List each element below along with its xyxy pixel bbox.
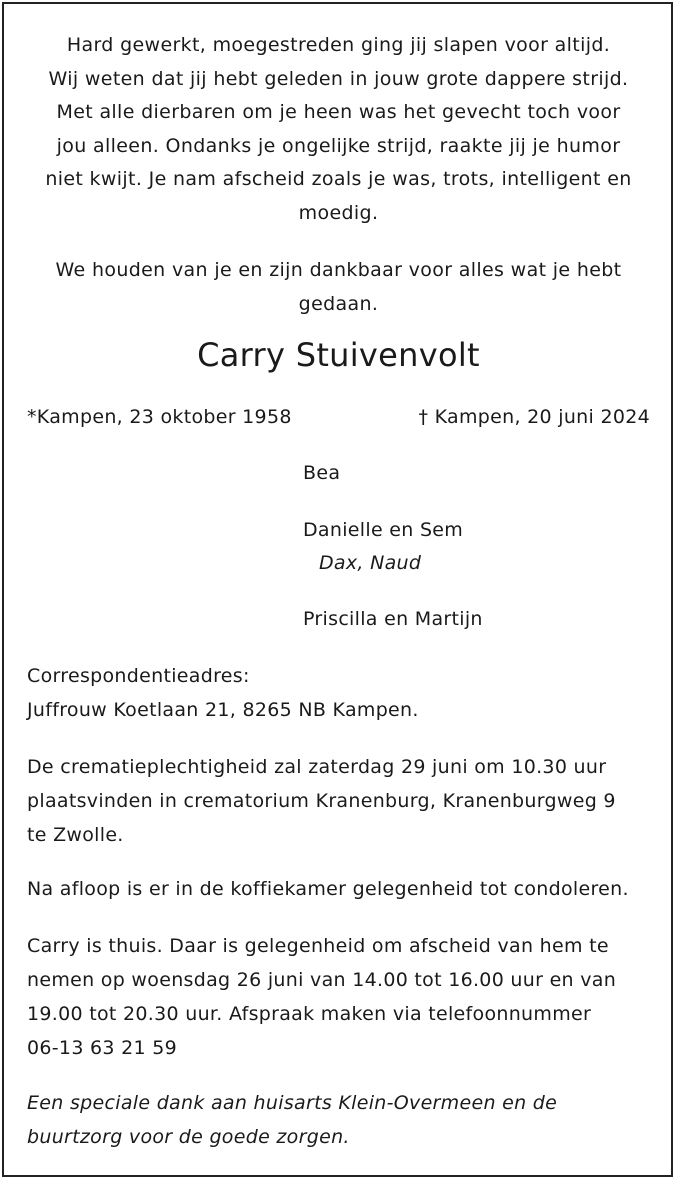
cremation-line: te Zwolle.: [27, 824, 124, 846]
birth-date: *Kampen, 23 oktober 1958: [27, 406, 292, 428]
poem-line: niet kwijt. Je nam afscheid zoals je was, trots, intelligent en: [45, 168, 632, 191]
thanks-line: buurtzorg voor de goede zorgen.: [27, 1126, 350, 1148]
family-grandchildren-1: Dax, Naud: [319, 552, 422, 574]
correspondence-label: Correspondentieadres:: [27, 665, 250, 687]
family-child-2: Priscilla en Martijn: [303, 608, 483, 630]
poem-line: moedig.: [298, 201, 379, 224]
visitation-line: 19.00 tot 20.30 uur. Afspraak maken via telefoonnummer: [27, 1003, 592, 1025]
family-child-1: Danielle en Sem: [303, 519, 464, 541]
condolence-line: Na afloop is er in de koffiekamer gelegenheid tot condoleren.: [27, 878, 629, 900]
family-partner: Bea: [303, 462, 341, 484]
visitation-line: Carry is thuis. Daar is gelegenheid om afscheid van hem te: [27, 935, 609, 957]
poem-line: Hard gewerkt, moegestreden ging jij slapen voor altijd.: [66, 34, 611, 56]
poem-stanza-2: [28, 254, 649, 321]
visitation-block: [27, 929, 657, 1065]
poem-line: Met alle dierbaren om je heen was het gevecht toch voor: [56, 101, 621, 124]
correspondence-block: [27, 659, 657, 727]
condolence-block: [27, 872, 657, 906]
cremation-block: [27, 750, 657, 852]
poem-line: jou alleen. Ondanks je ongelijke strijd, raakte jij je humor: [56, 134, 621, 157]
death-date: † Kampen, 20 juni 2024: [418, 406, 650, 428]
cremation-line: plaatsvinden in crematorium Kranenburg, Kranenburgweg 9: [27, 790, 616, 812]
visitation-line: 06-13 63 21 59: [27, 1037, 178, 1059]
poem-line: gedaan.: [298, 292, 379, 315]
thanks-line: Een speciale dank aan huisarts Klein-Overmeen en de: [27, 1092, 558, 1114]
deceased-name: Carry Stuivenvolt: [197, 336, 480, 374]
correspondence-address: Juffrouw Koetlaan 21, 8265 NB Kampen.: [27, 699, 419, 721]
poem-stanza-1: [28, 29, 649, 231]
poem-line: We houden van je en zijn dankbaar voor alles wat je hebt: [55, 259, 622, 281]
poem-line: Wij weten dat jij hebt geleden in jouw grote dappere strijd.: [48, 67, 629, 90]
cremation-line: De crematieplechtigheid zal zaterdag 29 juni om 10.30 uur: [27, 756, 607, 778]
thanks-block: [27, 1086, 657, 1154]
visitation-line: nemen op woensdag 26 juni van 14.00 tot 16.00 uur en van: [27, 969, 617, 991]
